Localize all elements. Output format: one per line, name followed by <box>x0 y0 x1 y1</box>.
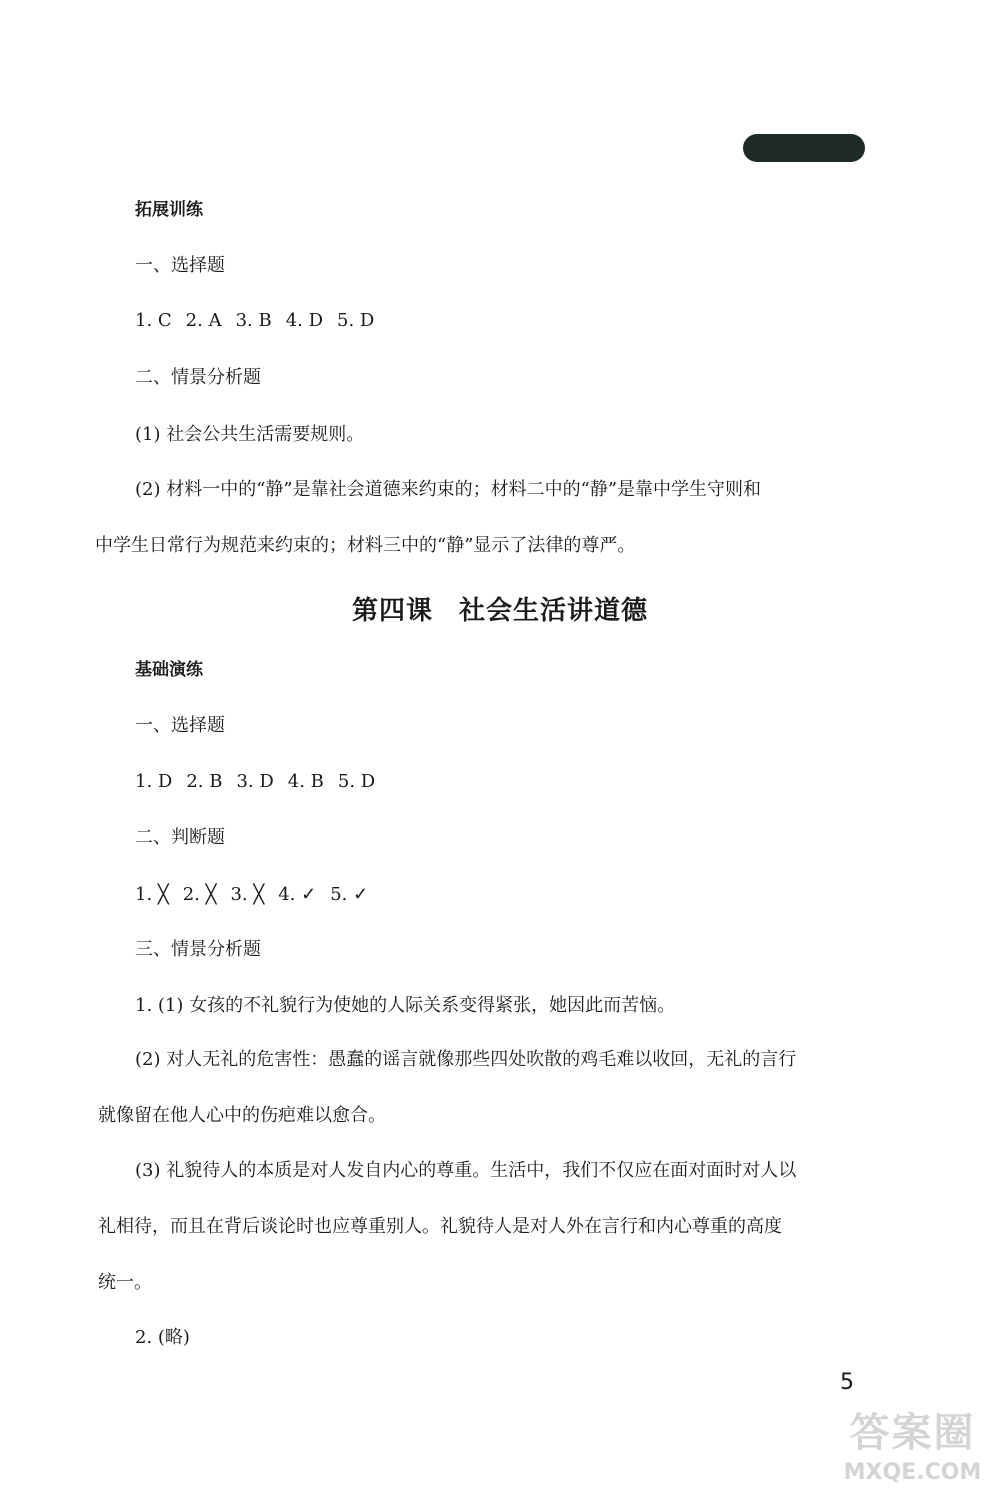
answer-row-choice <box>135 309 388 333</box>
answer-paragraph: (2) 对人无礼的危害性：愚蠢的谣言就像那些四处吹散的鸡毛难以收回，无礼的言行 <box>135 1049 797 1070</box>
part-heading-choice: 一、选择题 <box>135 715 225 736</box>
watermark-logo <box>830 1408 995 1498</box>
answer-item: 1. C <box>135 310 172 331</box>
section-heading-basic: 基础演练 <box>135 660 203 680</box>
answer-item: 5. D <box>337 771 376 792</box>
answer-paragraph: (2) 材料一中的“静”是靠社会道德来约束的；材料二中的“静”是靠中学生守则和 <box>135 479 762 500</box>
part-heading-judgement: 二、判断题 <box>135 827 225 848</box>
answer-item: 2. ╳ <box>182 884 217 905</box>
part-heading-scenario: 三、情景分析题 <box>135 939 261 960</box>
page-number: 5 <box>840 1370 854 1395</box>
answer-item: 3. B <box>235 310 272 331</box>
answer-item: 5. D <box>337 310 375 331</box>
answer-paragraph: 2. (略) <box>135 1327 190 1348</box>
answer-item: 3. D <box>236 771 274 792</box>
answer-row-choice <box>135 770 389 794</box>
answer-item: 2. A <box>185 310 222 331</box>
lesson-number: 第四课 <box>351 596 433 626</box>
answer-row-judgement <box>135 883 382 907</box>
lesson-name: 社会生活讲道德 <box>459 596 649 626</box>
answer-item: 2. B <box>186 771 223 792</box>
answer-item: 3. ╳ <box>230 884 265 905</box>
answer-paragraph: 1. (1) 女孩的不礼貌行为使她的人际关系变得紧张，她因此而苦恼。 <box>135 995 676 1016</box>
answer-item: 1. ╳ <box>135 884 169 905</box>
answer-item: 5. ✓ <box>330 884 369 905</box>
chapter-tab-marker <box>743 134 865 162</box>
answer-paragraph-cont: 中学生日常行为规范来约束的；材料三中的“静”显示了法律的尊严。 <box>95 535 636 556</box>
answer-paragraph-cont: 就像留在他人心中的伤疤难以愈合。 <box>98 1105 386 1126</box>
watermark-text: 答案圈 <box>849 1410 976 1456</box>
watermark-url: MXQE.COM <box>843 1460 982 1485</box>
answer-paragraph: (3) 礼貌待人的本质是对人发自内心的尊重。生活中，我们不仅应在面对面时对人以 <box>135 1160 797 1181</box>
answer-paragraph-cont: 礼相待，而且在背后谈论时也应尊重别人。礼貌待人是对人外在言行和内心尊重的高度 <box>98 1216 782 1237</box>
answer-item: 4. D <box>285 310 324 331</box>
answer-paragraph: (1) 社会公共生活需要规则。 <box>135 424 365 445</box>
answer-paragraph-cont: 统一。 <box>98 1272 152 1293</box>
answer-item: 4. B <box>287 771 324 792</box>
lesson-title <box>0 590 1000 627</box>
part-heading-scenario: 二、情景分析题 <box>135 367 261 388</box>
part-heading-choice: 一、选择题 <box>135 255 225 276</box>
section-heading-extension: 拓展训练 <box>135 200 203 220</box>
answer-item: 1. D <box>135 771 173 792</box>
answer-item: 4. ✓ <box>278 884 317 905</box>
